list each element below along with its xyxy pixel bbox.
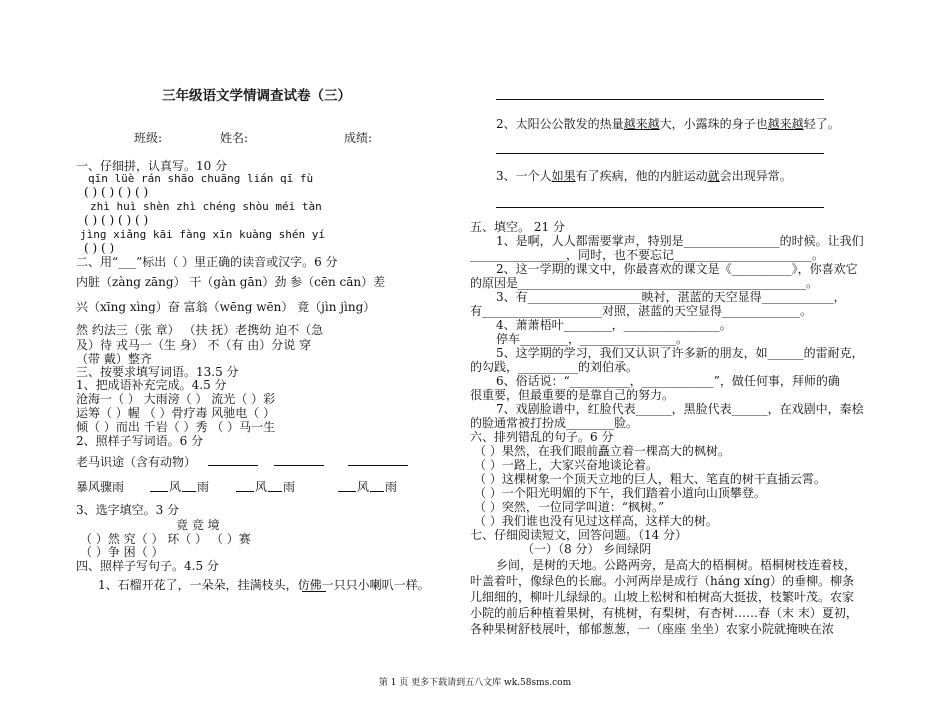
fill-5b: 的勾践，__________的刘伯承。 (470, 360, 639, 374)
sentence-example-1: 1、石榴开花了，一朵朵，挂满枝头，仿佛一只只小喇叭一样。 (98, 578, 430, 592)
list-item: （ ）一个阳光明媚的下午，我们踏着小道向山顶攀登。 (474, 486, 766, 500)
section-7-heading: 七、仔细阅读短文，回答问题。（14 分） (470, 528, 688, 542)
underline-mark (302, 591, 326, 592)
fill-2a: 2、这一学期的课文中，你最喜欢的课文是《__________》，你喜欢它 (496, 262, 858, 276)
text: 有了疾病，他的内脏运动 (575, 169, 708, 183)
word-char: 风 (357, 480, 370, 494)
list-item: （ ）我们谁也没有见过这样高，这样大的树。 (474, 514, 718, 528)
pinyin-row-2: zhì huì shèn zhì chéng shòu méi tàn (90, 200, 322, 213)
fill-3a: 3、有___________________映衬，湛蓝的天空显得____________， (496, 290, 846, 304)
fill-6b: 很重要，但最重要的是靠自己的努力。 (470, 388, 675, 402)
example-word-2: 暴风骤雨 (76, 480, 125, 494)
word-char: 风 (169, 480, 182, 494)
answer-blank[interactable] (150, 480, 168, 492)
fill-3b: 有____________________对照，湛蓝的天空显得_____________。 (470, 304, 813, 318)
section-6-heading: 六、排列错乱的句子。6 分 (470, 430, 614, 444)
answer-blank[interactable] (268, 480, 282, 492)
text: 3、一个人 (496, 169, 552, 183)
idiom-row-1: 沧海一（ ） 大雨滂（ ） 流光（ ）彩 (76, 392, 276, 406)
list-item: （ ）果然，在我们眼前矗立着一棵高大的枫树。 (474, 444, 730, 458)
fill-4a: 4、萧萧梧叶________，________________。 (496, 318, 732, 332)
pinyin-row-3: jìng xiǎng kāi fàng xīn kuàng shén yí (80, 228, 326, 241)
text: 2、太阳公公散发的热量 (496, 117, 624, 131)
text: 会出现异常。 (719, 169, 792, 183)
underlined-word: 越来越 (767, 117, 804, 131)
word-char: 雨 (385, 480, 398, 494)
underlined-word: 就 (707, 169, 720, 183)
page-title: 三年级语文学情调查试卷（三） (162, 88, 351, 104)
word-char: 雨 (283, 480, 296, 494)
answer-line[interactable] (496, 99, 824, 100)
passage-line: 叶盖着叶，像绿色的长廊。小河两岸是成行（háng xíng）的垂柳。柳条 (470, 574, 855, 588)
answer-line[interactable] (496, 153, 824, 154)
sentence-example-2 (496, 117, 840, 131)
section-3-sub-3: 3、选字填空。3 分 (76, 503, 180, 517)
section-5-heading: 五、填空。 21 分 (470, 220, 565, 234)
passage-line: 儿细细的，柳叶儿绿绿的。山坡上松树和柏树高大挺拔，枝繁叶茂。农家 (470, 590, 855, 604)
score-label: 成绩: (344, 131, 373, 145)
answer-blank[interactable] (182, 480, 196, 492)
answer-blank[interactable] (338, 480, 356, 492)
answer-brackets-row-1: ( ) ( ) ( ) ( ) (84, 185, 149, 199)
passage-line: 乡间，是树的天地。公路两旁，是高大的梧桐树。梧桐树枝连着枝， (496, 558, 857, 572)
char-choices: 竟 竞 境 (176, 518, 220, 532)
passage-line: 各种果树舒枝展叶，郁郁葱葱，一（座座 坐坐）农家小院就掩映在浓 (470, 622, 834, 636)
pinyin-row-1: qīn lüè rán shāo chuāng lián qī fù (88, 172, 314, 185)
fill-5a: 5、这学期的学习，我们又认识了许多新的朋友，如______的雷耐克， (496, 346, 864, 360)
fill-row-2: （ ）争 困（ ） (80, 545, 164, 559)
fill-1b: ________________，同时，也不要忘记_______________________。 (470, 248, 825, 262)
list-item: （ ）突然，一位同学叫道：“枫树。” (474, 500, 665, 514)
fill-6a: 6、俗话说：“__________，____________”，做任何事，拜师的确 (496, 374, 840, 388)
passage-line: 小院的前后种植着果树，有桃树，有梨树，有杏树……春（末 末）夏初， (470, 606, 858, 620)
fill-4b: 停车________，________________。 (496, 332, 689, 346)
idiom-row-3: 倾（ ）而出 千岩（ ）秀 （ ）马一生 (76, 420, 276, 434)
underlined-word: 越来越 (623, 117, 660, 131)
page-footer: 第 1 页 更多下载请到五八文库 wk.58sms.com (378, 678, 572, 688)
answer-blank[interactable] (370, 480, 384, 492)
fill-2b: 的原因是________________________________________________。 (470, 276, 819, 290)
section-4-heading: 四、照样子写句子。4.5 分 (76, 559, 219, 573)
word-char: 雨 (197, 480, 210, 494)
answer-blank[interactable] (274, 454, 324, 466)
section-3-sub-1: 1、把成语补充完成。4.5 分 (76, 378, 227, 392)
section-3-sub-2: 2、照样子写词语。6 分 (76, 434, 204, 448)
list-item: （ ）一路上，大家兴奋地谈论着。 (474, 458, 658, 472)
section-2-heading: 二、用“___”标出（ ）里正确的读音或汉字。6 分 (76, 255, 338, 269)
answer-brackets-row-3: ( ) ( ) (84, 241, 115, 255)
fill-7b: 的脸通常被打扮成________脸。 (470, 416, 639, 430)
text: 大，小露珠的身子也 (659, 117, 768, 131)
sentence-example-3 (496, 169, 792, 183)
fill-7a: 7、戏剧脸谱中，红脸代表______，黑脸代表______，在戏剧中，秦桧 (496, 402, 864, 416)
list-item: （ ）这棵树象一个顶天立地的巨人，粗大、笔直的树干直插云霄。 (474, 472, 826, 486)
fill-1a: 1、是啊，人人都需要掌声，特别是________________的时候。让我们 (496, 234, 864, 248)
section-1-heading: 一、仔细拼，认真写。10 分 (76, 159, 228, 173)
answer-blank[interactable] (236, 480, 254, 492)
word-char: 风 (255, 480, 268, 494)
idiom-row-2: 运筹（ ）幄 （ ）骨疗毒 风驰电（ ） (76, 406, 276, 420)
passage-title: （一）（8 分） 乡间绿阴 (522, 542, 652, 556)
fill-row-1: （ ）然 究（ ） 环（ ） （ ）赛 (80, 532, 251, 546)
answer-blank[interactable] (348, 454, 408, 466)
example-word-1: 老马识途（含有动物） (76, 455, 197, 469)
section-3-heading: 三、按要求填写词语。13.5 分 (76, 365, 239, 379)
section-2-line-1: 内脏（zàng zāng） 干（gàn gān）劲 参（cēn cān）差 (76, 275, 386, 289)
answer-blank[interactable] (208, 454, 258, 466)
section-2-line-5: （带 戴）整齐 (76, 352, 152, 366)
answer-line[interactable] (496, 207, 824, 208)
section-2-line-3: 然 约法三（张 章） （扶 抚）老携幼 迫不（急 (76, 323, 324, 337)
name-label: 姓名: (220, 131, 249, 145)
section-2-line-4: 及）待 戎马一（生 身） 不（有 由）分说 穿 (76, 338, 312, 352)
answer-brackets-row-2: ( ) ( ) ( ) ( ) (84, 213, 149, 227)
text: 轻了。 (803, 117, 840, 131)
class-label: 班级: (134, 131, 163, 145)
underlined-word: 如果 (551, 169, 576, 183)
section-2-line-2: 兴（xīng xìng）奋 富翁（wēng wēn） 竟（jìn jìng） (76, 300, 376, 314)
